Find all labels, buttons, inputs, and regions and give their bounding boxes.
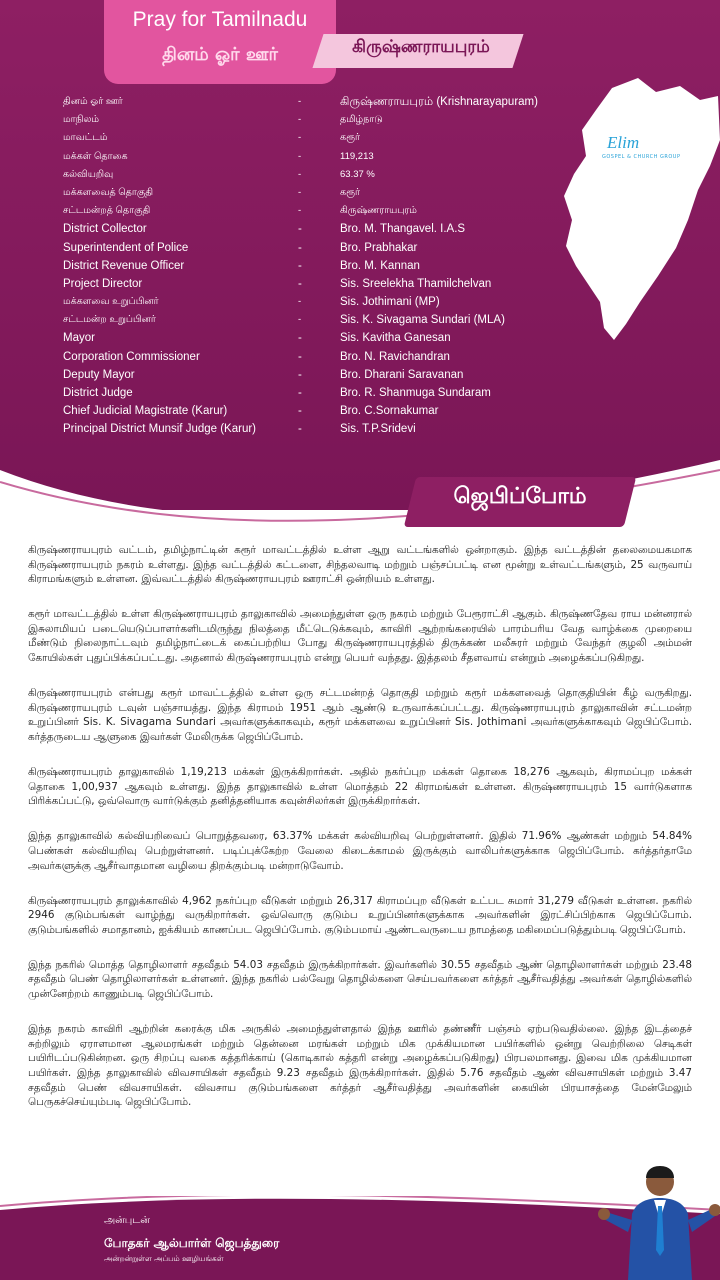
paragraph: இந்த தாலுகாவில் கல்வியறிவைப் பொறுத்தவரை, 63.37% மக்கள் கல்வியறிவு பெற்றுள்ளனர். இதில் 71.96% ஆண்கள் மற்றும் 54.84% பெண்கள் கல்வியறிவு பெற்றுள்ளனர். படிப்புக்கேற்ற வேலை கிடைக்காமல் இருக்கும் வாலிபர்களுக்காக ஜெபிப்போம். கர்த்தர்தாமே அவர்களுக்கு ஆசீர்வாதமான வழியை திறக்கும்படி மன்றாடுவோம். xyxy=(28,830,692,872)
info-row xyxy=(63,260,583,278)
info-value: Bro. C.Sornakumar xyxy=(340,405,439,418)
paragraph: கிருஷ்ணராயபுரம் தாலுக்காவில் 4,962 நகர்ப்புற வீடுகள் மற்றும் 26,317 கிராமப்புற வீடுகள் உட்பட சுமார் 31,279 வீடுகள் உள்ளன. நகரில் 2946 குடும்பங்கள் வாழ்ந்து வருகிறார்கள். ஒவ்வொரு குடும்ப உறுப்பினர்களுக்காக அவர்களின் இரட்சிப்பிற்காக ஜெபிப்போம். குடும்பங்களில் சமாதானம், ஐக்கியம் காணப்பட ஜெபிப்போம். குடும்பமாய் ஆண்டவருடைய நாமத்தை மகிமைப்படுத்தும்படி ஜெபிப்போம். xyxy=(28,894,692,936)
info-key: சட்டமன்றத் தொகுதி xyxy=(63,205,151,217)
paragraph: கரூர் மாவட்டத்தில் உள்ள கிருஷ்ணராயபுரம் தாலுகாவில் அமைந்துள்ள ஒரு நகரம் மற்றும் பேரூராட்சி ஆகும். கிருஷ்ணதேவ ராய மன்னரால் இசுலாமியப் படையெடுப்பாளர்களிடமிருந்து நிலத்தை மீட்டெடுக்கவும், காவிரி ஆற்றங்கரையில் பாரம்பரிய வேத வாழ்க்கை முறையை மீண்டும் நிலைநாட்டவும் தமிழ்நாட்டைக் கைப்பற்றிய போது கிருஷ்ணராயபுரத்தில் திருக்கண் மலீசுரர் மற்றும் வேந்தர் குழலி அம்மன் கோயில்கள் புதுப்பிக்கப்பட்டது. அதனால் கிருஷ்ணராயபுரம் என்று பெயர் வந்தது. இத்தலம் சீதளவாய் என்றும் அழைக்கப்படுகிறது. xyxy=(28,608,692,665)
tamilnadu-map-icon xyxy=(560,70,720,370)
info-value: கிருஷ்ணராயபுரம் xyxy=(340,205,417,217)
paragraph: இந்த நகரில் மொத்த தொழிலாளர் சதவீதம் 54.03 சதவீதம் இருக்கிறார்கள். இவர்களில் 30.55 சதவீதம் ஆண் தொழிலாளர்கள் மற்றும் 23.48 சதவீதம் பெண் தொழிலாளர்கள் உள்ளனர். இந்த நகரில் பல்வேறு தொழில்களை செய்பவர்களை கர்த்தர் ஆசீர்வதித்து அவர்கள் தொழில்களில் முன்னேற்றம் காணும்படி ஜெபிப்போம். xyxy=(28,958,692,1001)
info-key: District Judge xyxy=(63,387,133,399)
info-row xyxy=(63,132,583,150)
info-sep: - xyxy=(298,296,302,308)
info-key: Chief Judicial Magistrate (Karur) xyxy=(63,405,228,418)
info-sep: - xyxy=(298,314,302,326)
body-text xyxy=(28,543,692,1130)
info-value: Bro. Prabhakar xyxy=(340,241,418,254)
paragraph: இந்த நகரம் காவிரி ஆற்றின் கரைக்கு மிக அருகில் அமைந்துள்ளதால் இந்த ஊரில் தண்ணீர் பஞ்சம் ஏற்படுவதில்லை. இந்த இடத்தைச் சுற்றிலும் ஏராளமான ஆலமரங்கள் மற்றும் தென்னை மரங்கள் மற்றும் மிக முக்கியமான பயிர்களில் ஒன்று வெற்றிலை செடிகள் பயிரிடப்படுகின்றன. ஒரு சிறப்பு வகை கத்தரிக்காய் (கொடிகால் கத்தரி என்று அழைக்கப்படுகிறது) பிரபலமானது. இவை மிக முக்கியமான பயிர்கள். இந்த தாலுகாவில் விவசாயிகள் சதவீதம் 9.23 சதவீதம் இருக்கிறார்கள். இதில் 5.76 சதவீதம் ஆண் விவசாயிகள் மற்றும் 3.47 சதவீதம் பெண் விவசாயிகள். விவசாய குடும்பங்களை கர்த்தர் ஆசீர்வதித்து அவர்களின் கையின் பிரயாசத்தை மேன்மேலும் பெருகச்செய்யும்படி ஜெபிப்போம். xyxy=(28,1023,692,1109)
signature-name: போதகர் ஆல்பார்ள் ஜெபத்துரை xyxy=(104,1236,280,1250)
signature-role: அன்றன்றுள்ள அப்பம் ஊழியங்கள் xyxy=(104,1254,224,1263)
info-key: மாவட்டம் xyxy=(63,132,108,144)
info-key: மக்களவைத் தொகுதி xyxy=(63,186,153,198)
banner-subtitle: தினம் ஓர் ஊர் xyxy=(162,44,278,65)
info-row xyxy=(63,423,583,441)
info-sep: - xyxy=(298,387,302,399)
banner-title: Pray for Tamilnadu xyxy=(132,8,308,31)
pray-banner xyxy=(104,0,336,84)
info-row xyxy=(63,151,583,169)
info-key: மக்கள் தொகை xyxy=(63,150,128,162)
elim-logo: Elim xyxy=(607,133,640,152)
info-sep: - xyxy=(298,350,302,363)
info-row xyxy=(63,169,583,187)
info-sep: - xyxy=(298,186,302,198)
info-value: 119,213 xyxy=(340,150,374,162)
info-row xyxy=(63,296,583,314)
info-value: Sis. Sreelekha Thamilchelvan xyxy=(340,277,492,290)
section-title: ஜெபிப்போம் xyxy=(453,484,587,509)
pastor-photo xyxy=(596,1160,720,1280)
info-key: கல்வியறிவு xyxy=(63,168,114,180)
info-row xyxy=(63,242,583,260)
elim-logo-tagline: GOSPEL & CHURCH GROUP xyxy=(602,154,681,160)
info-sep: - xyxy=(298,241,302,254)
info-row xyxy=(63,223,583,241)
info-value: Sis. T.P.Sridevi xyxy=(340,423,416,436)
info-row xyxy=(63,351,583,369)
info-row xyxy=(63,405,583,423)
info-key: District Collector xyxy=(63,223,147,236)
info-table xyxy=(63,96,583,442)
info-row xyxy=(63,114,583,132)
paragraph: கிருஷ்ணராயபுரம் தாலுகாவில் 1,19,213 மக்கள் இருக்கிறார்கள். அதில் நகர்ப்புற மக்கள் தொகை 18,276 ஆகவும், கிராமப்புற மக்கள் தொகை 1,00,937 ஆகவும் உள்ளது. இந்த தாலுகாவில் உள்ள மொத்தம் 22 கிராமங்கள் உள்ளன. கிருஷ்ணராயபுரம் 15 வார்டுகளாக பிரிக்கப்பட்டு, ஒவ்வொரு வார்டுக்கும் தனித்தனியாக கவுன்சிலர்கள் இருக்கிறார்கள். xyxy=(28,766,692,808)
info-value: கரூர் xyxy=(340,132,360,144)
info-value: தமிழ்நாடு xyxy=(340,114,383,126)
info-sep: - xyxy=(298,205,302,217)
info-value: Sis. Kavitha Ganesan xyxy=(340,332,451,345)
signature-intro: அன்புடன் xyxy=(104,1215,150,1226)
info-key: தினம் ஓர் ஊர் xyxy=(63,96,123,107)
info-sep: - xyxy=(298,405,302,418)
info-sep: - xyxy=(298,423,302,436)
info-row xyxy=(63,314,583,332)
info-value: Sis. Jothimani (MP) xyxy=(340,296,440,309)
info-sep: - xyxy=(298,150,302,162)
info-row xyxy=(63,387,583,405)
info-value: Bro. R. Shanmuga Sundaram xyxy=(340,387,491,399)
info-key: District Revenue Officer xyxy=(63,259,185,272)
info-sep: - xyxy=(298,114,302,126)
info-key: மக்களவை உறுப்பினர் xyxy=(63,296,159,308)
info-value: கிருஷ்ணராயபுரம் (Krishnarayapuram) xyxy=(340,96,538,108)
info-value: Bro. M. Kannan xyxy=(340,259,420,272)
info-key: சட்டமன்ற உறுப்பினர் xyxy=(63,314,156,326)
info-value: Sis. K. Sivagama Sundari (MLA) xyxy=(340,314,505,327)
info-sep: - xyxy=(298,332,302,345)
info-sep: - xyxy=(298,168,302,180)
info-value: கரூர் xyxy=(340,186,360,198)
info-value: Bro. M. Thangavel. I.A.S xyxy=(340,223,466,236)
info-row xyxy=(63,96,583,114)
info-sep: - xyxy=(298,259,302,272)
info-sep: - xyxy=(298,277,302,290)
info-key: Project Director xyxy=(63,277,143,290)
info-row xyxy=(63,187,583,205)
info-row xyxy=(63,205,583,223)
info-row xyxy=(63,369,583,387)
info-sep: - xyxy=(298,368,302,381)
info-sep: - xyxy=(298,96,302,107)
info-key: Principal District Munsif Judge (Karur) xyxy=(63,423,257,436)
info-row xyxy=(63,332,583,350)
info-value: 63.37 % xyxy=(340,168,375,180)
info-value: Bro. N. Ravichandran xyxy=(340,350,450,363)
info-key: Corporation Commissioner xyxy=(63,350,200,363)
info-sep: - xyxy=(298,223,302,236)
info-key: Deputy Mayor xyxy=(63,368,135,381)
info-value: Bro. Dharani Saravanan xyxy=(340,368,464,381)
info-key: Mayor xyxy=(63,332,95,345)
info-key: மாநிலம் xyxy=(63,114,100,126)
info-key: Superintendent of Police xyxy=(63,241,189,254)
paragraph: கிருஷ்ணராயபுரம் வட்டம், தமிழ்நாட்டின் கரூர் மாவட்டத்தில் உள்ள ஆறு வட்டங்களில் ஒன்றாகும். இந்த வட்டத்தின் தலைமையகமாக கிருஷ்ணராயபுரம் நகரம் உள்ளது. இந்த வட்டத்தில் கட்டளை, சிந்தலவாடி மற்றும் பஞ்சப்பட்டி என மூன்று உள்வட்டங்களும், 25 வருவாய் கிராமங்களும் உள்ளன. இவ்வட்டத்தில் கிருஷ்ணராயபுரம் ஊராட்சி ஒன்றியம் உள்ளது. xyxy=(28,544,692,586)
info-row xyxy=(63,278,583,296)
place-name: கிருஷ்ணராயபுரம் xyxy=(352,37,490,57)
paragraph: கிருஷ்ணராயபுரம் என்பது கரூர் மாவட்டத்தில் உள்ள ஒரு சட்டமன்றத் தொகுதி மற்றும் கரூர் மக்களவைத் தொகுதியின் கீழ் வருகிறது. கிருஷ்ணராயபுரம் டவுன் பஞ்சாயத்து. இந்த கிராமம் 1951 ஆம் ஆண்டு உருவாக்கப்பட்டது. கிருஷ்ணராயபுரம் தாலுகாவின் சட்டமன்ற உறுப்பினர் Sis. K. Sivagama Sundari அவர்களுக்காகவும், கரூர் மக்களவை உறுப்பினர் Sis. Jothimani அவர்களுக்காகவும் ஜெபிப்போம். கர்த்தருடைய ஆளுகை இவர்கள் மேலிருக்க ஜெபிப்போம். xyxy=(28,687,692,743)
info-sep: - xyxy=(298,132,302,144)
